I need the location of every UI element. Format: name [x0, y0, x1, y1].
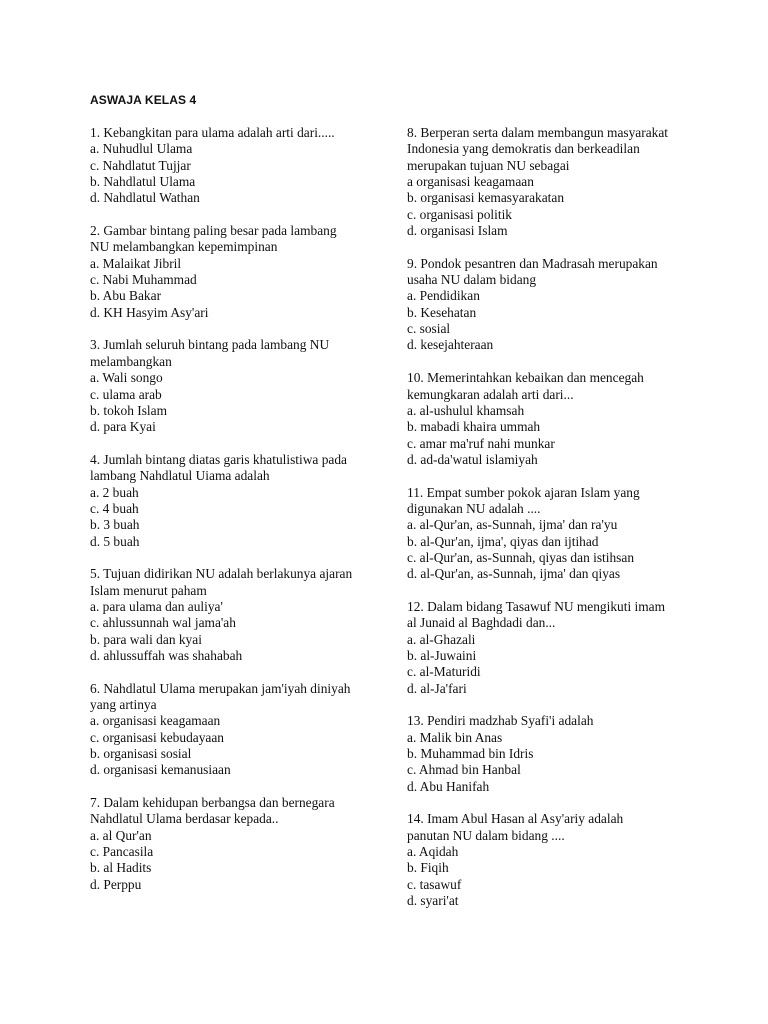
question-text: 11. Empat sumber pokok ajaran Islam yang	[407, 484, 640, 500]
question-9	[407, 256, 697, 354]
question-text: melambangkan	[90, 353, 172, 369]
answer-option: b. Kesehatan	[407, 304, 477, 320]
answer-option: d. para Kyai	[90, 419, 156, 435]
question-text: Islam menurut paham	[90, 582, 207, 598]
answer-option: c. sosial	[407, 321, 451, 337]
answer-option: c. 4 buah	[90, 500, 139, 516]
question-14	[407, 811, 697, 909]
question-text: NU melambangkan kepemimpinan	[90, 239, 278, 255]
question-4	[90, 452, 380, 550]
answer-option: a. al-Qur'an, as-Sunnah, ijma' dan ra'yu	[407, 517, 618, 533]
answer-option: b. al-Juwaini	[407, 648, 477, 663]
answer-option: c. ahlussunnah wal jama'ah	[90, 615, 236, 631]
question-text: kemungkaran adalah arti dari...	[407, 386, 574, 402]
answer-option: b. Muhammad bin Idris	[407, 746, 534, 762]
answer-option: b. tokoh Islam	[90, 402, 167, 418]
answer-option: c. tasawuf	[407, 876, 462, 892]
answer-option: b. para wali dan kyai	[90, 631, 202, 647]
question-text: 10. Memerintahkan kebaikan dan mencegah	[407, 370, 644, 386]
answer-option: d. al-Qur'an, as-Sunnah, ijma' dan qiyas	[407, 566, 621, 582]
answer-option: a. organisasi keagamaan	[90, 713, 221, 729]
answer-option: a organisasi keagamaan	[407, 174, 534, 190]
question-1	[90, 125, 380, 207]
answer-option: c. Nahdlatut Tujjar	[90, 157, 191, 173]
answer-option: c. Ahmad bin Hanbal	[407, 762, 521, 778]
answer-option: a. Malik bin Anas	[407, 729, 503, 745]
answer-option: b. al-Qur'an, ijma', qiyas dan ijtihad	[407, 533, 599, 549]
question-text: 12. Dalam bidang Tasawuf NU mengikuti imam	[407, 598, 666, 614]
column-right	[407, 125, 697, 926]
question-text: 5. Tujuan didirikan NU adalah berlakunya ajaran	[90, 566, 353, 582]
question-text: 3. Jumlah seluruh bintang pada lambang NU	[90, 337, 330, 353]
answer-option: d. syari'at	[407, 893, 459, 909]
answer-option: a. 2 buah	[90, 484, 139, 500]
answer-option: d. ahlussuffah was shahabah	[90, 648, 243, 663]
answer-option: b. Nahdlatul Ulama	[90, 174, 196, 190]
answer-option: c. amar ma'ruf nahi munkar	[407, 435, 555, 451]
answer-option: d. kesejahteraan	[407, 337, 494, 353]
answer-option: b. Abu Bakar	[90, 288, 162, 304]
question-text: Nahdlatul Ulama berdasar kepada..	[90, 811, 279, 827]
question-7	[90, 795, 380, 893]
question-text: digunakan NU adalah ....	[407, 500, 541, 516]
question-text: Indonesia yang demokratis dan berkeadilan	[407, 141, 640, 157]
answer-option: c. al-Qur'an, as-Sunnah, qiyas dan istihsan	[407, 549, 635, 565]
question-text: merupakan tujuan NU sebagai	[407, 157, 570, 173]
answer-option: d. 5 buah	[90, 533, 140, 549]
answer-option: b. organisasi kemasyarakatan	[407, 190, 565, 206]
answer-option: a. Malaikat Jibril	[90, 255, 182, 271]
question-text: yang artinya	[90, 697, 157, 713]
question-10	[407, 370, 697, 468]
question-text: panutan NU dalam bidang ....	[407, 827, 565, 843]
answer-option: d. al-Ja'fari	[407, 680, 467, 696]
column-left	[90, 125, 380, 910]
answer-option: a. Pendidikan	[407, 288, 480, 304]
question-5	[90, 566, 380, 664]
answer-option: a. al-Ghazali	[407, 631, 476, 647]
answer-option: a. para ulama dan auliya'	[90, 598, 223, 614]
question-3	[90, 337, 380, 435]
question-2	[90, 223, 380, 321]
question-text: 8. Berperan serta dalam membangun masyarakat	[407, 125, 669, 140]
answer-option: c. organisasi politik	[407, 206, 513, 222]
answer-option: d. Nahdlatul Wathan	[90, 190, 200, 206]
question-text: 4. Jumlah bintang diatas garis khatulistiwa pada	[90, 451, 347, 467]
answer-option: d. Abu Hanifah	[407, 778, 490, 794]
page-title: ASWAJA KELAS 4	[90, 93, 197, 107]
question-12	[407, 599, 697, 697]
answer-option: d. ad-da'watul islamiyah	[407, 451, 538, 467]
question-13	[407, 713, 697, 795]
question-text: 7. Dalam kehidupan berbangsa dan bernegara	[90, 795, 335, 811]
answer-option: b. mabadi khaira ummah	[407, 419, 541, 435]
answer-option: c. organisasi kebudayaan	[90, 729, 224, 745]
answer-option: c. Nabi Muhammad	[90, 272, 197, 288]
answer-option: d. organisasi Islam	[407, 223, 508, 239]
answer-option: d. KH Hasyim Asy'ari	[90, 304, 209, 320]
question-text: lambang Nahdlatul Uiama adalah	[90, 468, 270, 484]
question-8	[407, 125, 697, 239]
question-text: usaha NU dalam bidang	[407, 272, 537, 288]
question-text: 1. Kebangkitan para ulama adalah arti dari.....	[90, 125, 335, 140]
answer-option: a. al Qur'an	[90, 827, 152, 843]
question-text: 14. Imam Abul Hasan al Asy'ariy adalah	[407, 811, 624, 827]
question-6	[90, 681, 380, 779]
answer-option: a. Wali songo	[90, 370, 163, 386]
answer-option: c. al-Maturidi	[407, 664, 481, 680]
question-text: 2. Gambar bintang paling besar pada lambang	[90, 223, 337, 239]
question-text: 6. Nahdlatul Ulama merupakan jam'iyah diniyah	[90, 680, 351, 696]
answer-option: a. Nuhudlul Ulama	[90, 141, 193, 157]
answer-option: b. al Hadits	[90, 860, 152, 876]
answer-option: a. Aqidah	[407, 844, 459, 860]
answer-option: d. organisasi kemanusiaan	[90, 762, 231, 778]
answer-option: c. ulama arab	[90, 386, 162, 402]
question-text: 9. Pondok pesantren dan Madrasah merupakan	[407, 255, 658, 271]
answer-option: b. organisasi sosial	[90, 746, 192, 762]
answer-option: a. al-ushulul khamsah	[407, 402, 525, 418]
answer-option: c. Pancasila	[90, 844, 154, 860]
answer-option: b. Fiqih	[407, 860, 449, 876]
question-text: al Junaid al Baghdadi dan...	[407, 615, 556, 631]
answer-option: b. 3 buah	[90, 517, 140, 533]
question-11	[407, 485, 697, 583]
question-text: 13. Pendiri madzhab Syafi'i adalah	[407, 713, 594, 729]
answer-option: d. Perppu	[90, 876, 142, 892]
